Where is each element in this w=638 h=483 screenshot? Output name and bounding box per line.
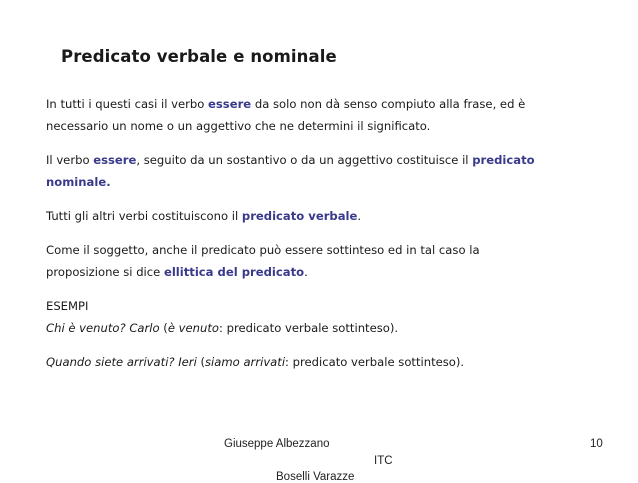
footer-page-number: 10 xyxy=(590,438,603,450)
example-1-paren: ( xyxy=(159,321,168,335)
p2-text-a: Il verbo xyxy=(46,153,94,167)
example-2-note: : predicato verbale sottinteso). xyxy=(285,355,465,369)
paragraph-2 xyxy=(46,149,616,193)
footer-author: Giuseppe Albezzano xyxy=(224,438,330,450)
p3-keyword-predicato-verbale: predicato verbale xyxy=(241,209,358,223)
p1-text-a: In tutti i questi casi il verbo xyxy=(46,97,209,111)
example-1-note: : predicato verbale sottinteso). xyxy=(219,321,399,335)
paragraph-5 xyxy=(46,295,616,339)
paragraph-4 xyxy=(46,239,616,283)
example-1-question: Chi è venuto? Carlo xyxy=(46,321,160,335)
slide-content xyxy=(46,93,616,385)
p1-keyword-essere: essere xyxy=(208,97,252,111)
examples-heading: ESEMPI xyxy=(46,299,89,313)
p1-text-d: necessario un nome o un aggettivo che ne determini il significato. xyxy=(46,119,431,133)
p4-text-b: proposizione si dice xyxy=(46,265,164,279)
example-2-question: Quando siete arrivati? Ieri xyxy=(46,355,197,369)
paragraph-1 xyxy=(46,93,616,137)
example-2-verb: siamo arrivati xyxy=(205,355,286,369)
example-1-verb: è venuto xyxy=(167,321,219,335)
example-2-paren: ( xyxy=(196,355,206,369)
p3-text-a: Tutti gli altri verbi costituiscono il xyxy=(46,209,242,223)
slide-title: Predicato verbale e nominale xyxy=(61,47,337,66)
paragraph-6 xyxy=(46,351,616,373)
p3-text-c: . xyxy=(357,209,362,223)
footer-org-line-1: ITC xyxy=(374,455,393,467)
p4-text-a: Come il soggetto, anche il predicato può essere sottinteso ed in tal caso la xyxy=(46,243,480,257)
footer-org-line-2: Boselli Varazze xyxy=(276,471,355,483)
p2-text-c: , seguito da un sostantivo o da un aggettivo costituisce il xyxy=(136,153,473,167)
paragraph-3 xyxy=(46,205,616,227)
p4-text-d: . xyxy=(304,265,308,279)
p2-keyword-nominale: nominale. xyxy=(46,175,111,189)
p1-text-c: da solo non dà senso compiuto alla frase, ed è xyxy=(251,97,526,111)
p2-keyword-predicato: predicato xyxy=(472,153,535,167)
p2-keyword-essere: essere xyxy=(93,153,137,167)
p4-keyword-ellittica: ellittica del predicato xyxy=(163,265,305,279)
